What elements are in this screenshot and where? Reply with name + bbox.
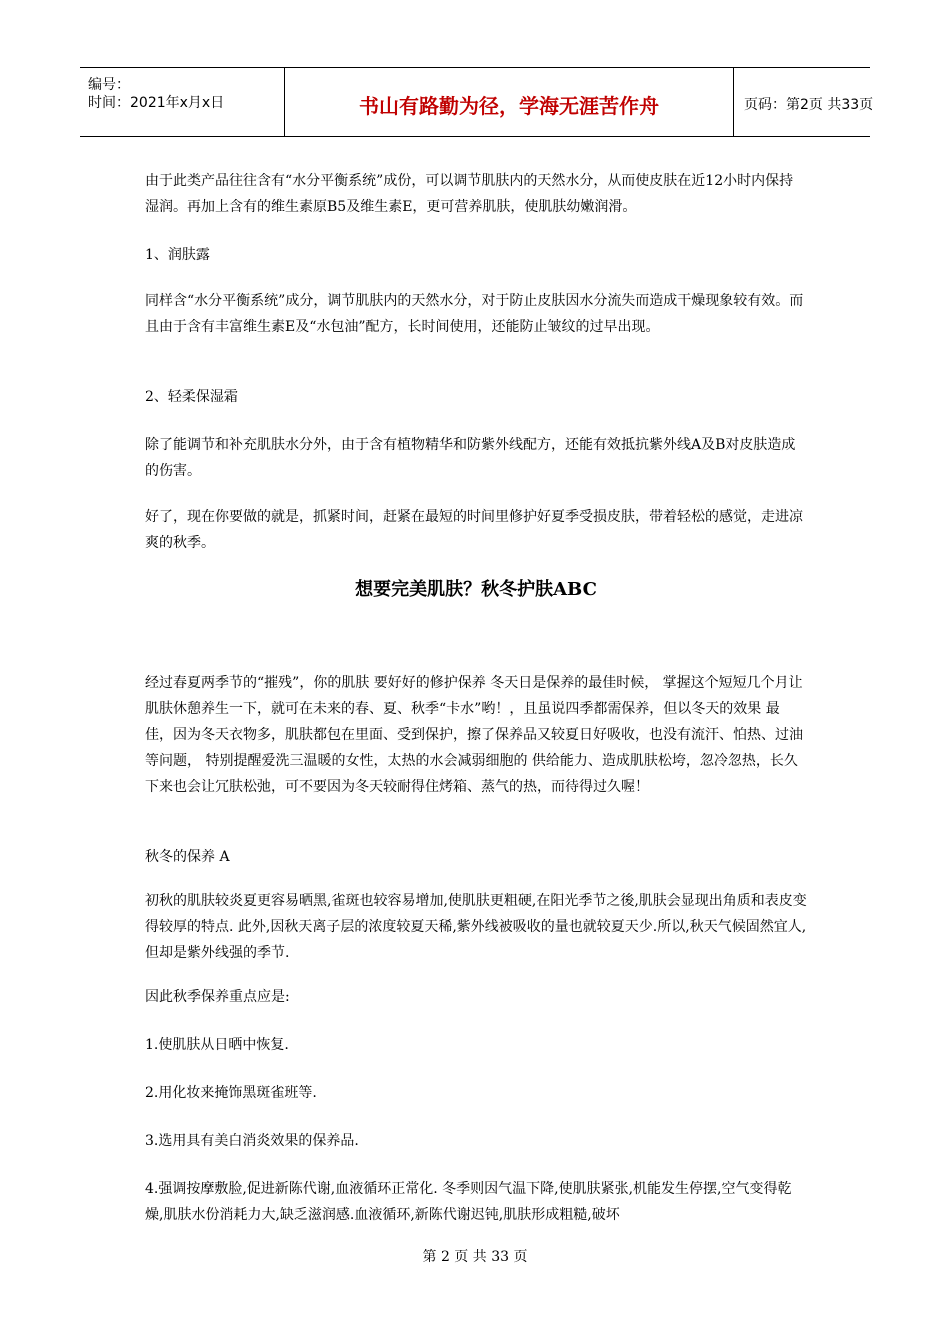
header-page-cell: [734, 68, 874, 136]
paragraph-cream: 除了能调节和补充肌肤水分外，由于含有植物精华和防紫外线配方，还能有效抵抗紫外线A及B对皮肤造成的伤害。: [145, 437, 796, 479]
header-page-info: 页码：第2页 共33页: [744, 97, 874, 113]
page-header: [80, 67, 874, 137]
paragraph-conclusion: 好了，现在你要做的就是，抓紧时间，赶紧在最短的时间里修护好夏季受损皮肤，带着轻松的感觉，走进凉爽的秋季。: [145, 509, 803, 551]
paragraph-autumn-skin: 初秋的肌肤较炎夏更容易晒黑,雀斑也较容易增加,使肌肤更粗硬,在阳光季节之後,肌肤会显现出角质和表皮变得较厚的特点. 此外,因秋天离子层的浓度较夏天稀,紫外线被吸收的量也就较夏天少.所以,秋天气候固然宜人,但却是紫外线强的季节.: [145, 893, 807, 961]
paragraph-moisture-system: 由于此类产品往往含有“水分平衡系统”成份，可以调节肌肤内的天然水分，从而使皮肤在近12小时内保持湿润。再加上含有的维生素原B5及维生素E，更可营养肌肤，使肌肤幼嫩润滑。: [145, 173, 794, 215]
list-item-3: 3.选用具有美白消炎效果的保养品.: [145, 1133, 359, 1149]
paragraph-winter-intro: 经过春夏两季节的“摧残”，你的肌肤 要好好的修护保养 冬天日是保养的最佳时候， 掌握这个短短几个月让肌肤休憩养生一下，就可在未来的春、夏、秋季“卡水”哟！，且虽说四季都需保养，但以冬天的效果 最佳，因为冬天衣物多，肌肤都包在里面、受到保护，擦了保养品又较夏日好吸收，也没有流汗、怕热、过油等问题， 特别提醒爱洗三温暖的女性，太热的水会减弱细胞的 供给能力、造成肌肤松垮，忽冷忽热，长久下来也会让冗肤松弛，可不要因为冬天较耐得住烤箱、蒸气的热，而待得过久喔！: [145, 675, 803, 795]
paragraph-lotion: 同样含“水分平衡系统”成分，调节肌肤内的天然水分，对于防止皮肤因水分流失而造成干燥现象较有效。而且由于含有丰富维生素E及“水包油”配方，长时间使用，还能防止皱纹的过早出现。: [145, 293, 804, 335]
document-number-label: 编号：: [88, 77, 130, 93]
list-item-4: 4.强调按摩敷脸,促进新陈代谢,血液循环正常化. 冬季则因气温下降,使肌肤紧张,机能发生停摆,空气变得乾燥,肌肤水份消耗力大,缺乏滋润感.血液循环,新陈代谢迟钝,肌肤形成粗糙,破坏: [145, 1181, 792, 1223]
item-heading-lotion: 1、润肤露: [145, 247, 210, 263]
header-meta-cell: [80, 68, 285, 136]
list-item-2: 2.用化妆来掩饰黑斑雀班等.: [145, 1085, 317, 1101]
list-item-1: 1.使肌肤从日晒中恢复.: [145, 1037, 289, 1053]
paragraph-key-points-intro: 因此秋季保养重点应是:: [145, 989, 290, 1005]
item-heading-cream: 2、轻柔保湿霜: [145, 389, 238, 405]
subheading-autumn-care: 秋冬的保养 A: [145, 849, 230, 865]
section-title: 想要完美肌肤？秋冬护肤ABC: [355, 579, 597, 600]
header-motto-cell: [285, 68, 734, 136]
page-footer: 第 2 页 共 33 页: [422, 1249, 528, 1265]
header-motto: 书山有路勤为径，学海无涯苦作舟: [359, 94, 659, 118]
document-time-label: 时间：2021年x月x日: [88, 95, 225, 111]
